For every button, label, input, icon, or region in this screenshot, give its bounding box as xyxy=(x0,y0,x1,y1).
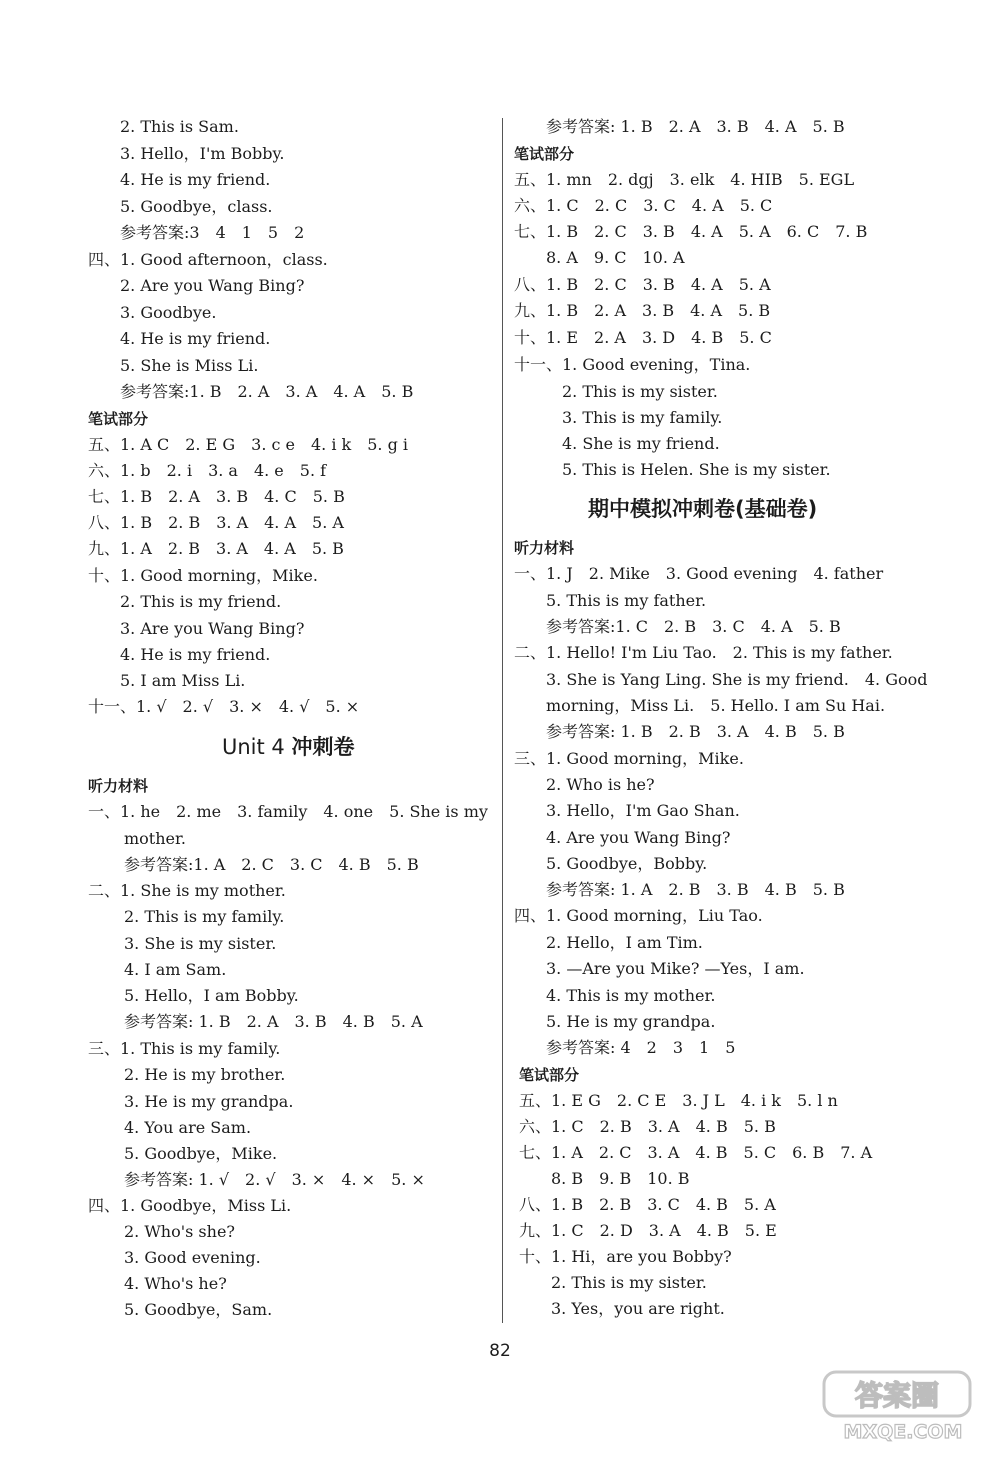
answer-line: 8. A 9. C 10. A xyxy=(546,248,685,267)
answer-line: 5. Goodbye，Mike. xyxy=(124,1144,278,1163)
answer-line: 2. Are you Wang Bing? xyxy=(120,276,305,295)
answer-line: 3. Yes，you are right. xyxy=(551,1299,725,1318)
answer-line: 5. Goodbye，class. xyxy=(120,197,273,216)
watermark-logo xyxy=(818,1366,988,1446)
answer-line: 一、1. J 2. Mike 3. Good evening 4. father xyxy=(514,564,884,583)
answer-line: 七、1. B 2. A 3. B 4. C 5. B xyxy=(88,487,345,506)
answer-line: 九、1. B 2. A 3. B 4. A 5. B xyxy=(514,301,771,320)
answer-line: 六、1. b 2. i 3. a 4. e 5. f xyxy=(88,461,327,480)
section-heading-written: 笔试部分 xyxy=(88,410,149,428)
answer-line: 八、1. B 2. B 3. C 4. B 5. A xyxy=(519,1195,776,1214)
answer-key-line: 参考答案: 1. B 2. A 3. B 4. A 5. B xyxy=(546,117,845,136)
answer-line: 3. She is Yang Ling. She is my friend. 4. Good xyxy=(546,670,928,689)
answer-line: 四、1. Goodbye，Miss Li. xyxy=(88,1196,292,1215)
answer-line: 九、1. A 2. B 3. A 4. A 5. B xyxy=(88,539,344,558)
answer-line: 8. B 9. B 10. B xyxy=(551,1169,690,1188)
answer-line: 五、1. A C 2. E G 3. c e 4. i k 5. g i xyxy=(88,435,409,454)
answer-line: 3. This is my family. xyxy=(562,408,723,427)
answer-line: 5. This is my father. xyxy=(546,591,707,610)
answer-key-line: 参考答案:3 4 1 5 2 xyxy=(120,223,305,242)
answer-line: 5. Goodbye，Bobby. xyxy=(546,854,708,873)
answer-line: 4. This is my mother. xyxy=(546,986,716,1005)
answer-line: 九、1. C 2. D 3. A 4. B 5. E xyxy=(519,1221,777,1240)
answer-key-line: 参考答案: 4 2 3 1 5 xyxy=(546,1038,736,1057)
section-heading-listening: 听力材料 xyxy=(88,777,149,795)
answer-line: 3. He is my grandpa. xyxy=(124,1092,294,1111)
answer-line: 4. He is my friend. xyxy=(120,645,271,664)
unit-title-en: Unit 4 xyxy=(222,735,285,759)
answer-line: mother. xyxy=(124,829,186,848)
answer-key-line: 参考答案:1. B 2. A 3. A 4. A 5. B xyxy=(120,382,414,401)
answer-line: 4. He is my friend. xyxy=(120,329,271,348)
section-heading-written: 笔试部分 xyxy=(519,1066,580,1084)
answer-line: 2. This is my sister. xyxy=(562,382,718,401)
answer-key-line: 参考答案:1. C 2. B 3. C 4. A 5. B xyxy=(546,617,841,636)
answer-key-line: 参考答案: 1. A 2. B 3. B 4. B 5. B xyxy=(546,880,845,899)
answer-line: 3. —Are you Mike? —Yes，I am. xyxy=(546,959,805,978)
answer-line: 5. Hello，I am Bobby. xyxy=(124,986,299,1005)
answer-line: 4. Who's he? xyxy=(124,1274,227,1293)
answer-line: 3. Hello，I'm Bobby. xyxy=(120,144,285,163)
answer-key-line: 参考答案: 1. B 2. B 3. A 4. B 5. B xyxy=(546,722,845,741)
answer-line: 2. He is my brother. xyxy=(124,1065,286,1084)
page-number: 82 xyxy=(489,1341,511,1361)
answer-line: 5. Goodbye，Sam. xyxy=(124,1300,273,1319)
answer-line: 八、1. B 2. B 3. A 4. A 5. A xyxy=(88,513,344,532)
answer-line: 2. This is my sister. xyxy=(551,1273,707,1292)
unit-4-title xyxy=(222,733,354,761)
answer-line: 5. This is Helen. She is my sister. xyxy=(562,460,831,479)
column-divider xyxy=(502,118,503,1323)
answer-line: 4. I am Sam. xyxy=(124,960,227,979)
watermark-bottom-text: MXQE.COM xyxy=(843,1421,963,1443)
answer-key-line: 参考答案: 1. √ 2. √ 3. × 4. × 5. × xyxy=(124,1170,425,1189)
answer-line: 4. You are Sam. xyxy=(124,1118,252,1137)
answer-line: 十一、1. Good evening，Tina. xyxy=(514,355,751,374)
answer-line: 十一、1. √ 2. √ 3. × 4. √ 5. × xyxy=(88,697,360,716)
answer-line: 4. She is my friend. xyxy=(562,434,720,453)
answer-line: 七、1. A 2. C 3. A 4. B 5. C 6. B 7. A xyxy=(519,1143,873,1162)
answer-line: 4. He is my friend. xyxy=(120,170,271,189)
answer-line: 5. She is Miss Li. xyxy=(120,356,259,375)
section-heading-listening: 听力材料 xyxy=(514,539,575,557)
answer-line: 2. This is Sam. xyxy=(120,117,239,136)
answer-line: 4. Are you Wang Bing? xyxy=(546,828,731,847)
answer-line: 三、1. This is my family. xyxy=(88,1039,281,1058)
section-heading-written: 笔试部分 xyxy=(514,145,575,163)
answer-line: 八、1. B 2. C 3. B 4. A 5. A xyxy=(514,275,771,294)
answer-line: 四、1. Good morning，Liu Tao. xyxy=(514,906,763,925)
answer-line: 四、1. Good afternoon，class. xyxy=(88,250,328,269)
answer-line: 一、1. he 2. me 3. family 4. one 5. She is my xyxy=(88,802,488,821)
answer-line: 六、1. C 2. B 3. A 4. B 5. B xyxy=(519,1117,776,1136)
answer-line: 十、1. Hi，are you Bobby? xyxy=(519,1247,732,1266)
answer-line: 三、1. Good morning，Mike. xyxy=(514,749,744,768)
answer-line: 七、1. B 2. C 3. B 4. A 5. A 6. C 7. B xyxy=(514,222,868,241)
answer-key-line: 参考答案: 1. B 2. A 3. B 4. B 5. A xyxy=(124,1012,423,1031)
answer-line: 五、1. mn 2. dgj 3. elk 4. HIB 5. EGL xyxy=(514,170,855,189)
answer-line: 2. Hello，I am Tim. xyxy=(546,933,703,952)
answer-line: 2. This is my family. xyxy=(124,907,285,926)
midterm-exam-title: 期中模拟冲刺卷(基础卷) xyxy=(588,497,818,521)
answer-line: 二、1. She is my mother. xyxy=(88,881,286,900)
answer-line: 5. I am Miss Li. xyxy=(120,671,246,690)
answer-line: 5. He is my grandpa. xyxy=(546,1012,716,1031)
answer-line: 3. Are you Wang Bing? xyxy=(120,619,305,638)
answer-line: 3. Hello，I'm Gao Shan. xyxy=(546,801,740,820)
watermark-top-text: 答案圈 xyxy=(854,1379,940,1412)
answer-line: 五、1. E G 2. C E 3. J L 4. i k 5. l n xyxy=(519,1091,838,1110)
answer-line: 二、1. Hello! I'm Liu Tao. 2. This is my father. xyxy=(514,643,893,662)
answer-line: morning，Miss Li. 5. Hello. I am Su Hai. xyxy=(546,696,886,715)
watermark-graphic xyxy=(818,1366,988,1446)
answer-line: 2. Who's she? xyxy=(124,1222,235,1241)
answer-line: 十、1. Good morning，Mike. xyxy=(88,566,318,585)
answer-line: 3. Goodbye. xyxy=(120,303,217,322)
answer-line: 2. This is my friend. xyxy=(120,592,282,611)
answer-key-line: 参考答案:1. A 2. C 3. C 4. B 5. B xyxy=(124,855,419,874)
answer-line: 六、1. C 2. C 3. C 4. A 5. C xyxy=(514,196,773,215)
answer-line: 3. Good evening. xyxy=(124,1248,261,1267)
answer-line: 3. She is my sister. xyxy=(124,934,277,953)
answer-line: 十、1. E 2. A 3. D 4. B 5. C xyxy=(514,328,772,347)
answer-line: 2. Who is he? xyxy=(546,775,655,794)
unit-title-cn: 冲刺卷 xyxy=(291,735,355,759)
